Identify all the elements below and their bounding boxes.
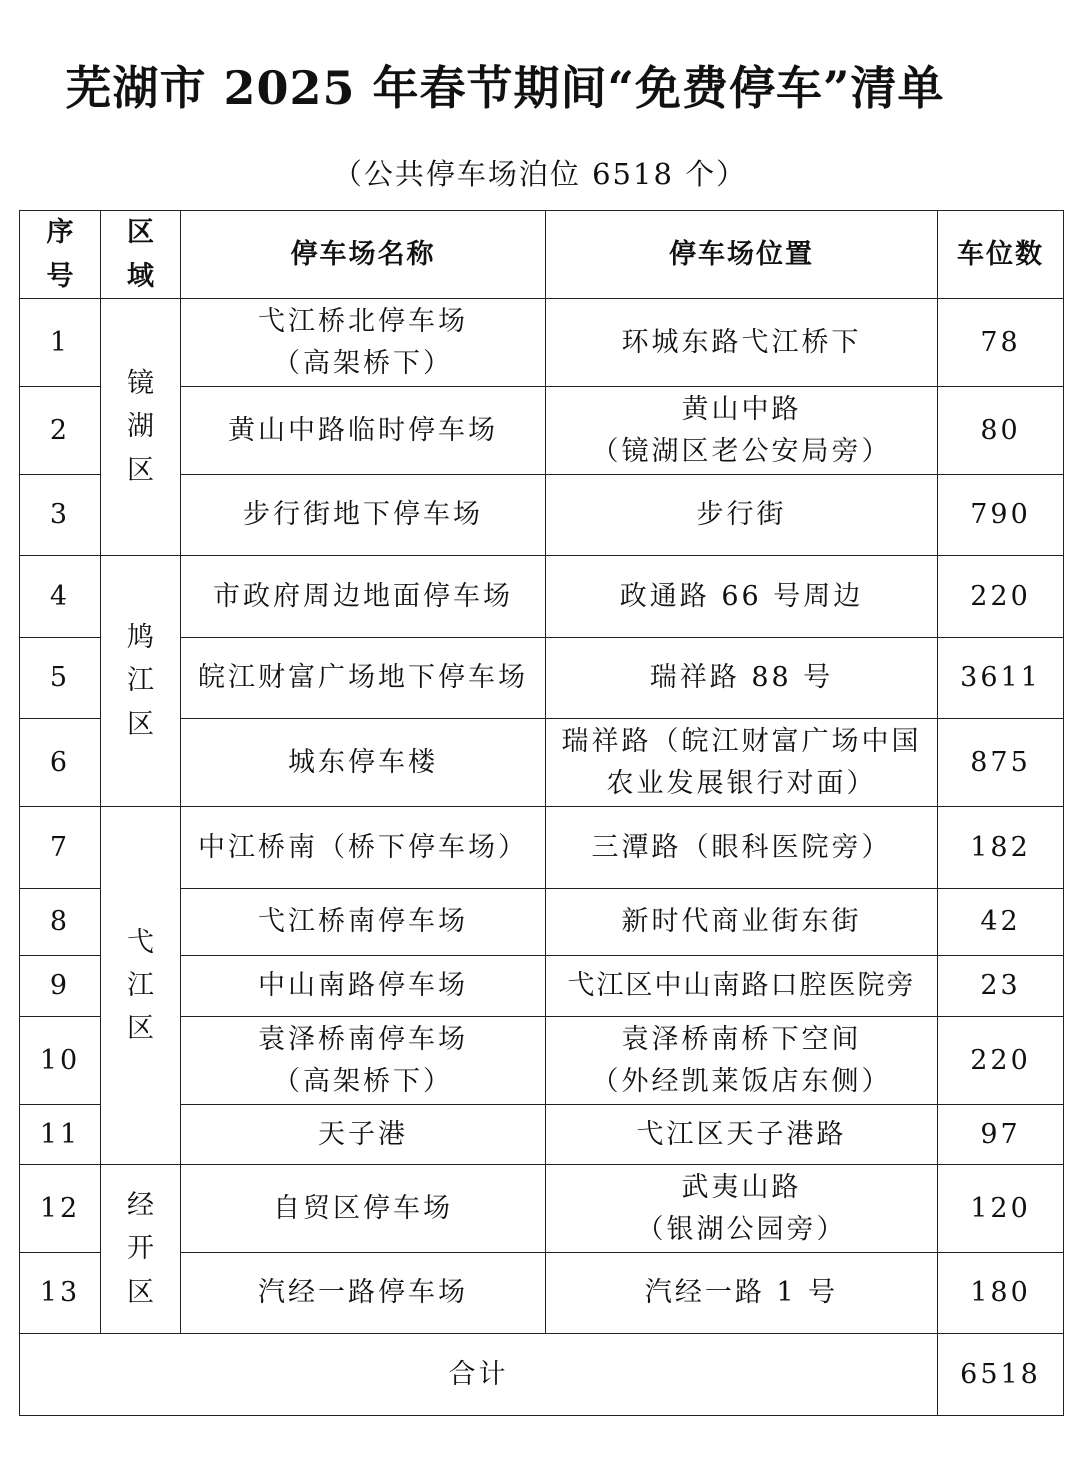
row-seq: 2 bbox=[20, 387, 101, 475]
total-row bbox=[20, 1334, 1064, 1416]
row-name: 袁泽桥南停车场 （高架桥下） bbox=[181, 1017, 546, 1105]
row-location: 弋江区中山南路口腔医院旁 bbox=[546, 956, 938, 1017]
row-seq: 9 bbox=[20, 956, 101, 1017]
table-row bbox=[20, 1165, 1064, 1253]
row-name: 汽经一路停车场 bbox=[181, 1253, 546, 1334]
row-spaces: 80 bbox=[938, 387, 1064, 475]
row-location: 三潭路（眼科医院旁） bbox=[546, 807, 938, 889]
header-name: 停车场名称 bbox=[181, 211, 546, 299]
header-location: 停车场位置 bbox=[546, 211, 938, 299]
district-cell: 经开区 bbox=[101, 1165, 181, 1334]
row-seq: 3 bbox=[20, 475, 101, 556]
row-location: 瑞祥路 88 号 bbox=[546, 638, 938, 719]
row-spaces: 180 bbox=[938, 1253, 1064, 1334]
table-row bbox=[20, 299, 1064, 387]
row-spaces: 78 bbox=[938, 299, 1064, 387]
row-spaces: 3611 bbox=[938, 638, 1064, 719]
row-spaces: 790 bbox=[938, 475, 1064, 556]
row-location: 步行街 bbox=[546, 475, 938, 556]
row-name: 弋江桥南停车场 bbox=[181, 889, 546, 956]
table-row bbox=[20, 556, 1064, 638]
document-title: 芜湖市 2025 年春节期间“免费停车”清单 bbox=[65, 61, 945, 115]
document-subtitle: （公共停车场泊位 6518 个） bbox=[332, 157, 748, 191]
row-location: 环城东路弋江桥下 bbox=[546, 299, 938, 387]
district-cell: 镜湖区 bbox=[101, 299, 181, 556]
header-spaces: 车位数 bbox=[938, 211, 1064, 299]
row-spaces: 220 bbox=[938, 556, 1064, 638]
table-header-row bbox=[20, 211, 1064, 299]
row-name: 自贸区停车场 bbox=[181, 1165, 546, 1253]
row-name: 城东停车楼 bbox=[181, 719, 546, 807]
row-location: 新时代商业街东街 bbox=[546, 889, 938, 956]
parking-list-table bbox=[19, 210, 1064, 1416]
row-seq: 5 bbox=[20, 638, 101, 719]
row-location: 弋江区天子港路 bbox=[546, 1105, 938, 1165]
row-location: 政通路 66 号周边 bbox=[546, 556, 938, 638]
row-location: 武夷山路 （银湖公园旁） bbox=[546, 1165, 938, 1253]
row-location: 瑞祥路（皖江财富广场中国 农业发展银行对面） bbox=[546, 719, 938, 807]
row-name: 皖江财富广场地下停车场 bbox=[181, 638, 546, 719]
row-spaces: 120 bbox=[938, 1165, 1064, 1253]
total-label: 合计 bbox=[20, 1334, 938, 1416]
row-seq: 1 bbox=[20, 299, 101, 387]
row-seq: 7 bbox=[20, 807, 101, 889]
row-name: 步行街地下停车场 bbox=[181, 475, 546, 556]
row-name: 天子港 bbox=[181, 1105, 546, 1165]
row-seq: 12 bbox=[20, 1165, 101, 1253]
total-spaces: 6518 bbox=[938, 1334, 1064, 1416]
row-spaces: 23 bbox=[938, 956, 1064, 1017]
row-spaces: 182 bbox=[938, 807, 1064, 889]
row-spaces: 97 bbox=[938, 1105, 1064, 1165]
row-seq: 8 bbox=[20, 889, 101, 956]
row-name: 中江桥南（桥下停车场） bbox=[181, 807, 546, 889]
row-spaces: 875 bbox=[938, 719, 1064, 807]
row-name: 弋江桥北停车场 （高架桥下） bbox=[181, 299, 546, 387]
header-seq: 序号 bbox=[20, 211, 101, 299]
row-name: 市政府周边地面停车场 bbox=[181, 556, 546, 638]
district-cell: 鸠江区 bbox=[101, 556, 181, 807]
row-seq: 4 bbox=[20, 556, 101, 638]
row-seq: 11 bbox=[20, 1105, 101, 1165]
row-seq: 13 bbox=[20, 1253, 101, 1334]
row-name: 中山南路停车场 bbox=[181, 956, 546, 1017]
row-location: 黄山中路 （镜湖区老公安局旁） bbox=[546, 387, 938, 475]
row-spaces: 220 bbox=[938, 1017, 1064, 1105]
table-row bbox=[20, 807, 1064, 889]
row-seq: 10 bbox=[20, 1017, 101, 1105]
district-cell: 弋江区 bbox=[101, 807, 181, 1165]
row-seq: 6 bbox=[20, 719, 101, 807]
row-location: 袁泽桥南桥下空间 （外经凯莱饭店东侧） bbox=[546, 1017, 938, 1105]
header-district: 区域 bbox=[101, 211, 181, 299]
row-location: 汽经一路 1 号 bbox=[546, 1253, 938, 1334]
row-name: 黄山中路临时停车场 bbox=[181, 387, 546, 475]
row-spaces: 42 bbox=[938, 889, 1064, 956]
